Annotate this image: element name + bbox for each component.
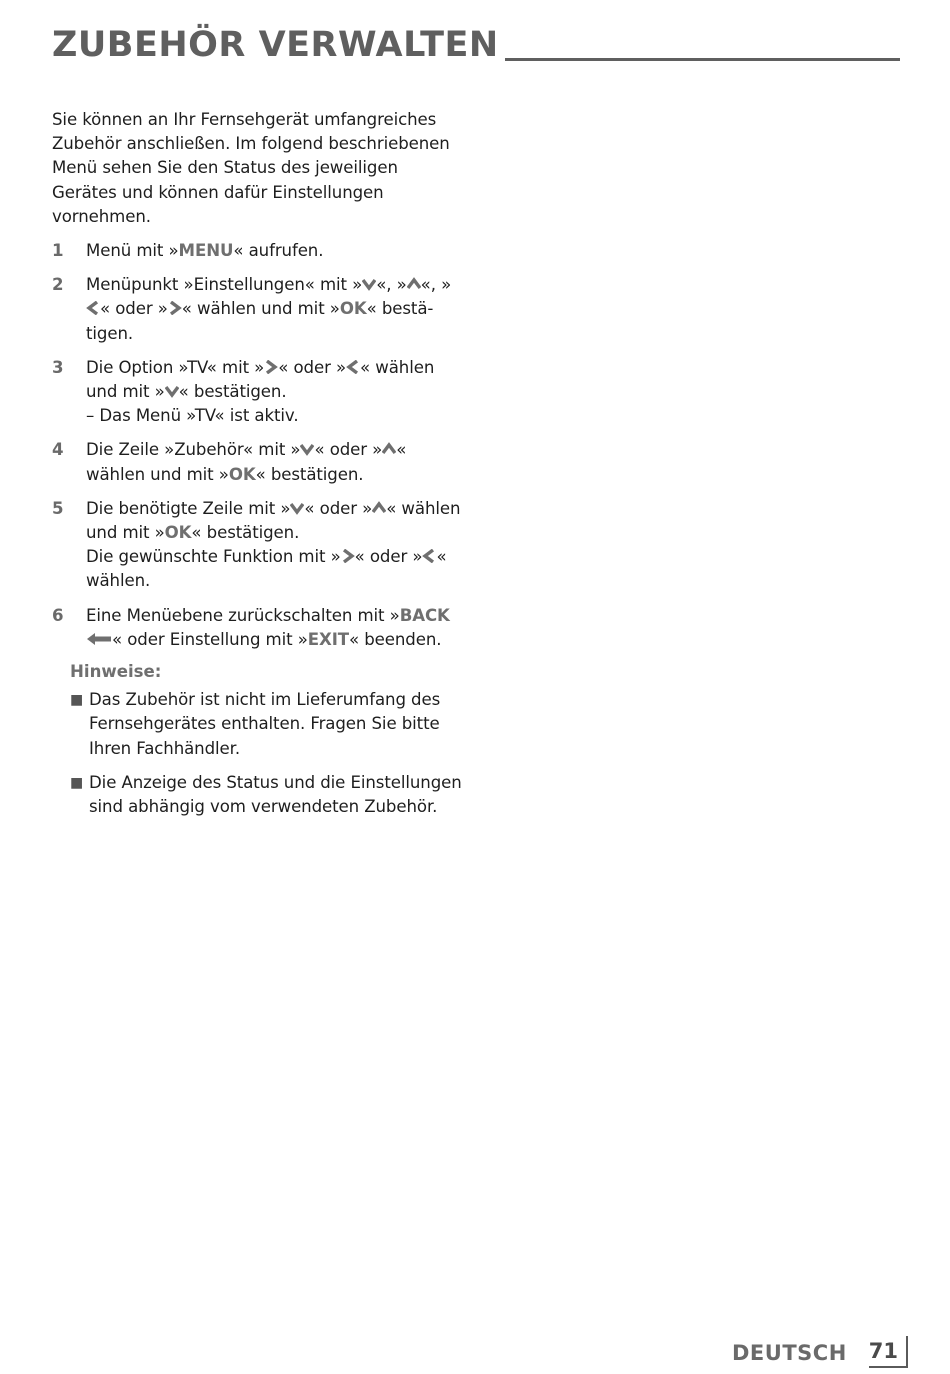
main-content <box>52 108 464 829</box>
step-text: Menüpunkt »Einstellungen« mit » «, » «, » « oder » « wählen und mit »OK« bestä-tigen. <box>86 275 452 343</box>
note-item <box>70 688 464 761</box>
note-text: Die Anzeige des Status und die Einstellungen sind abhängig vom verwendeten Zubehör. <box>89 772 462 817</box>
step-number: 2 <box>52 275 64 295</box>
note-text: Das Zubehör ist nicht im Lieferumfang des Fernsehgerätes enthalten. Fragen Sie bitte Ihren Fachhändler. <box>89 690 441 758</box>
step-4 <box>52 438 464 486</box>
bullet-square-icon: ■ <box>70 692 84 709</box>
step-6 <box>52 604 464 652</box>
exit-key: EXIT <box>307 629 349 649</box>
step-2 <box>52 273 464 346</box>
step-subnote: – Das Menü »TV« ist aktiv. <box>86 406 299 426</box>
title-rule <box>505 58 900 61</box>
back-arrow-icon <box>86 632 112 646</box>
arrow-left-icon <box>346 360 360 374</box>
page-footer <box>732 1336 908 1368</box>
arrow-up-icon <box>407 277 421 291</box>
ok-key: OK <box>339 299 367 319</box>
page-number: 71 <box>869 1336 908 1368</box>
arrow-left-icon <box>86 301 100 315</box>
step-text: Die Option »TV« mit » « oder » « wählen und mit » « bestätigen. – Das Menü »TV« ist aktiv. <box>86 357 435 426</box>
step-text: Eine Menüebene zurückschalten mit »BACK « oder Einstellung mit »EXIT« beenden. <box>86 605 450 649</box>
header <box>52 22 900 68</box>
arrow-down-icon <box>290 501 304 515</box>
page-title: ZUBEHÖR VERWALTEN <box>52 25 499 65</box>
arrow-down-icon <box>165 384 179 398</box>
step-5 <box>52 497 464 594</box>
footer-language: DEUTSCH <box>732 1341 847 1365</box>
arrow-down-icon <box>300 442 314 456</box>
ok-key: OK <box>164 523 192 543</box>
bullet-square-icon: ■ <box>70 774 84 791</box>
step-text: Menü mit »MENU« aufrufen. <box>86 241 324 261</box>
arrow-right-icon <box>341 549 355 563</box>
step-1 <box>52 239 464 263</box>
step-number: 6 <box>52 605 64 625</box>
step-number: 4 <box>52 440 64 460</box>
step-number: 3 <box>52 357 64 377</box>
back-key: BACK <box>399 605 450 625</box>
step-3 <box>52 356 464 429</box>
step-text: Die Zeile »Zubehör« mit » « oder » « wählen und mit »OK« bestätigen. <box>86 440 407 484</box>
note-item <box>70 771 464 819</box>
intro-paragraph: Sie können an Ihr Fernsehgerät umfangreiches Zubehör anschließen. Im folgend beschriebenen Menü sehen Sie den Status des jeweiligen Gerätes und können dafür Einstellungen vornehmen. <box>52 110 450 226</box>
arrow-up-icon <box>382 442 396 456</box>
notes-heading: Hinweise: <box>70 662 162 682</box>
arrow-left-icon <box>422 549 436 563</box>
arrow-right-icon <box>264 360 278 374</box>
step-number: 5 <box>52 498 64 518</box>
step-text: Die benötigte Zeile mit » « oder » « wählen und mit »OK« bestätigen. Die gewünschte Funktion mit » « oder » « wählen. <box>86 498 461 591</box>
arrow-up-icon <box>372 501 386 515</box>
step-number: 1 <box>52 241 64 261</box>
arrow-down-icon <box>362 277 376 291</box>
arrow-right-icon <box>168 301 182 315</box>
ok-key: OK <box>228 464 256 484</box>
menu-key: MENU <box>178 241 234 261</box>
